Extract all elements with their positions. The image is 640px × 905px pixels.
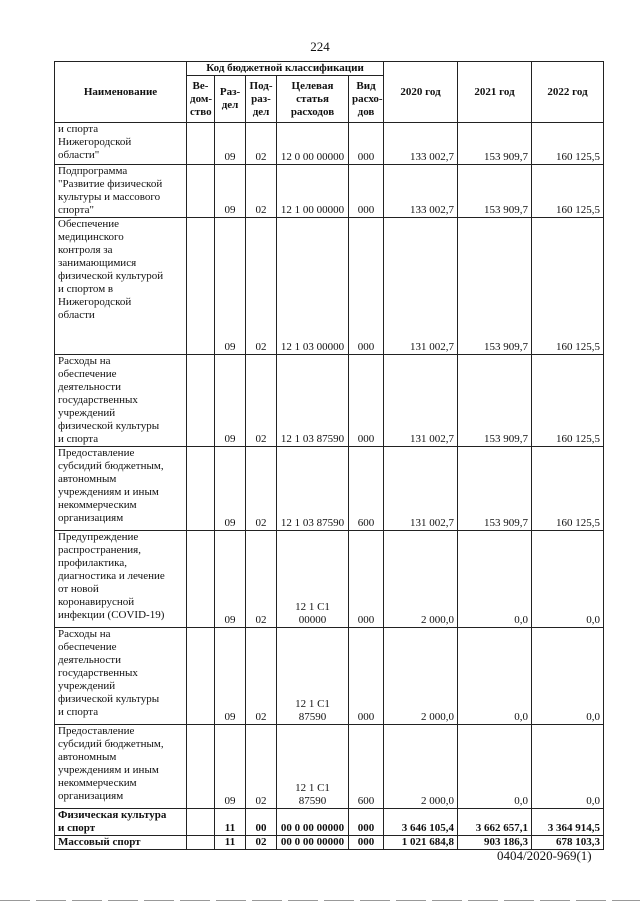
header-podrazdel: Под- раз- дел (246, 76, 277, 123)
row-celevaya-statya: 12 1 03 00000 (277, 218, 349, 355)
row-podrazdel: 02 (246, 725, 277, 809)
row-vedomstvo (187, 218, 215, 355)
row-vid-rashodov: 600 (349, 725, 384, 809)
row-celevaya-statya: 12 1 C1 87590 (277, 725, 349, 809)
bottom-scan-edge (0, 900, 640, 901)
row-vedomstvo (187, 836, 215, 850)
row-vedomstvo (187, 725, 215, 809)
row-podrazdel: 02 (246, 218, 277, 355)
row-vedomstvo (187, 123, 215, 165)
row-name: Расходы на обеспечение деятельности государственных учреждений физической культуры и спорта (55, 355, 187, 447)
row-2020: 133 002,7 (384, 123, 458, 165)
header-2021: 2021 год (458, 62, 532, 123)
row-podrazdel: 02 (246, 447, 277, 531)
row-celevaya-statya: 00 0 00 00000 (277, 809, 349, 836)
row-razdel: 11 (215, 809, 246, 836)
row-name: Физическая культура и спорт (55, 809, 187, 836)
row-celevaya-statya: 00 0 00 00000 (277, 836, 349, 850)
row-name: Предоставление субсидий бюджетным, автономным учреждениям и иным некоммерческим организациям (55, 447, 187, 531)
row-razdel: 09 (215, 531, 246, 628)
table-row (55, 725, 604, 809)
row-podrazdel: 02 (246, 628, 277, 725)
header-name: Наименование (55, 62, 187, 123)
row-2021: 153 909,7 (458, 218, 532, 355)
row-2021: 3 662 657,1 (458, 809, 532, 836)
row-name: Предупреждение распространения, профилактика, диагностика и лечение от новой коронавирусной инфекции (COVID-19) (55, 531, 187, 628)
row-name: Массовый спорт (55, 836, 187, 850)
row-2020: 2 000,0 (384, 725, 458, 809)
row-vid-rashodov: 000 (349, 355, 384, 447)
table-row (55, 355, 604, 447)
row-2022: 160 125,5 (532, 165, 604, 218)
row-vedomstvo (187, 447, 215, 531)
row-2021: 153 909,7 (458, 123, 532, 165)
row-vedomstvo (187, 355, 215, 447)
row-vedomstvo (187, 628, 215, 725)
row-name: и спорта Нижегородской области" (55, 123, 187, 165)
row-celevaya-statya: 12 1 03 87590 (277, 355, 349, 447)
row-vedomstvo (187, 165, 215, 218)
row-2021: 0,0 (458, 725, 532, 809)
row-name: Расходы на обеспечение деятельности государственных учреждений физической культуры и спорта (55, 628, 187, 725)
row-celevaya-statya: 12 1 C1 00000 (277, 531, 349, 628)
row-2020: 131 002,7 (384, 218, 458, 355)
row-vid-rashodov: 000 (349, 218, 384, 355)
row-podrazdel: 02 (246, 123, 277, 165)
row-podrazdel: 02 (246, 531, 277, 628)
row-razdel: 09 (215, 725, 246, 809)
row-vid-rashodov: 000 (349, 809, 384, 836)
row-razdel: 09 (215, 165, 246, 218)
row-2021: 153 909,7 (458, 165, 532, 218)
page-number: 224 (310, 39, 330, 54)
row-vid-rashodov: 000 (349, 165, 384, 218)
table-row (55, 809, 604, 836)
row-2021: 153 909,7 (458, 355, 532, 447)
row-2021: 903 186,3 (458, 836, 532, 850)
row-vid-rashodov: 600 (349, 447, 384, 531)
row-2022: 678 103,3 (532, 836, 604, 850)
row-vid-rashodov: 000 (349, 836, 384, 850)
row-2022: 0,0 (532, 725, 604, 809)
row-name: Предоставление субсидий бюджетным, автономным учреждениям и иным некоммерческим организациям (55, 725, 187, 809)
table-row (55, 165, 604, 218)
row-podrazdel: 00 (246, 809, 277, 836)
row-razdel: 09 (215, 447, 246, 531)
row-vedomstvo (187, 809, 215, 836)
header-celevaya-statya: Целевая статья расходов (277, 76, 349, 123)
row-2022: 0,0 (532, 531, 604, 628)
row-2020: 2 000,0 (384, 628, 458, 725)
row-razdel: 09 (215, 123, 246, 165)
row-razdel: 09 (215, 218, 246, 355)
row-2022: 0,0 (532, 628, 604, 725)
row-2021: 0,0 (458, 531, 532, 628)
row-2022: 160 125,5 (532, 218, 604, 355)
table-row (55, 531, 604, 628)
row-podrazdel: 02 (246, 355, 277, 447)
table-row (55, 628, 604, 725)
header-razdel: Раз- дел (215, 76, 246, 123)
row-celevaya-statya: 12 1 03 87590 (277, 447, 349, 531)
row-celevaya-statya: 12 1 C1 87590 (277, 628, 349, 725)
row-vid-rashodov: 000 (349, 628, 384, 725)
table-row (55, 123, 604, 165)
row-celevaya-statya: 12 1 00 00000 (277, 165, 349, 218)
row-vid-rashodov: 000 (349, 123, 384, 165)
header-code-group: Код бюджетной классификации (187, 62, 384, 76)
row-vid-rashodov: 000 (349, 531, 384, 628)
row-2021: 0,0 (458, 628, 532, 725)
row-2020: 2 000,0 (384, 531, 458, 628)
row-podrazdel: 02 (246, 836, 277, 850)
row-2020: 133 002,7 (384, 165, 458, 218)
header-vedomstvo: Ве- дом- ство (187, 76, 215, 123)
row-2020: 3 646 105,4 (384, 809, 458, 836)
row-razdel: 09 (215, 628, 246, 725)
document-code: 0404/2020-969(1) (497, 848, 592, 863)
row-2020: 131 002,7 (384, 355, 458, 447)
row-2022: 3 364 914,5 (532, 809, 604, 836)
row-razdel: 09 (215, 355, 246, 447)
row-2022: 160 125,5 (532, 355, 604, 447)
row-2020: 131 002,7 (384, 447, 458, 531)
budget-table (54, 61, 604, 850)
row-2022: 160 125,5 (532, 447, 604, 531)
row-celevaya-statya: 12 0 00 00000 (277, 123, 349, 165)
table-row (55, 218, 604, 355)
row-vedomstvo (187, 531, 215, 628)
row-2022: 160 125,5 (532, 123, 604, 165)
row-razdel: 11 (215, 836, 246, 850)
row-name: Подпрограмма "Развитие физической культуры и массового спорта" (55, 165, 187, 218)
table-row (55, 447, 604, 531)
header-vid-rashodov: Вид расхо- дов (349, 76, 384, 123)
row-2020: 1 021 684,8 (384, 836, 458, 850)
row-podrazdel: 02 (246, 165, 277, 218)
row-2021: 153 909,7 (458, 447, 532, 531)
header-2022: 2022 год (532, 62, 604, 123)
row-name: Обеспечение медицинского контроля за занимающимися физической культурой и спортом в Нижегородской области (55, 218, 187, 355)
header-2020: 2020 год (384, 62, 458, 123)
